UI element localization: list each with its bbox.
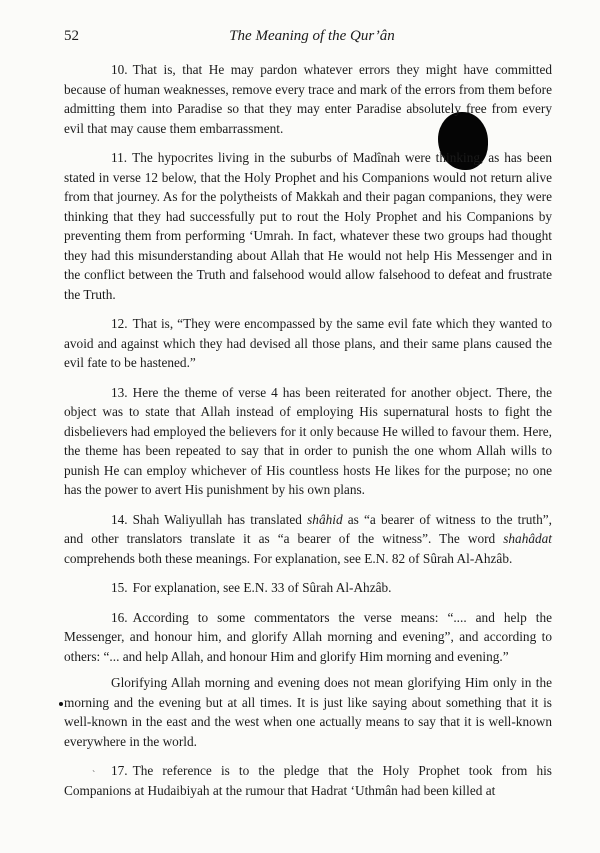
note-number: 11. <box>111 150 128 165</box>
page-header <box>64 28 560 48</box>
note-number: 16. <box>111 609 128 625</box>
note-16-continuation <box>64 673 552 751</box>
note-number: 14. <box>111 511 128 527</box>
note-text: The hypocrites living in the suburbs of Madînah were thinking, as has been stated in verse 12 below, that the Holy Prophet and his Companions would not return alive from that journey. As for the polytheists of Makkah and their pagan companions, they were thinking that they had successfully put to rout the Holy Prophet and his Companions by preventing them from performing ‘Umrah. In fact, whatever these two groups had thought they had this misunderstanding about Allah that He would not help His Messenger and in the conflict between the Truth and falsehood would allow falsehood to defeat and frustrate the Truth. <box>64 150 552 302</box>
note-number: 10. <box>111 62 128 77</box>
note-11 <box>64 148 552 304</box>
page-number: 52 <box>64 28 79 44</box>
note-text: Glorifying Allah morning and evening does not mean glorifying Him only in the morning and the evening but at all times. It is just like saying about something that it is well-known in the east and the west when one actually means to say that it is well-known everywhere in the world. <box>64 675 552 749</box>
notes-body <box>64 60 552 810</box>
note-14 <box>64 510 552 569</box>
term-shahadat: shahâdat <box>503 531 552 546</box>
note-text-post: comprehends both these meanings. For explanation, see E.N. 82 of Sûrah Al-Ahzâb. <box>64 550 513 566</box>
note-text: The reference is to the pledge that the Holy Prophet took from his Companions at Hudaibiyah at the rumour that Hadrat ‘Uthmân had been killed at <box>64 763 552 798</box>
running-title: The Meaning of the Qur’ân <box>229 28 395 44</box>
note-number: 17. <box>111 763 128 778</box>
note-number: 12. <box>111 316 128 331</box>
note-10 <box>64 60 552 138</box>
note-17 <box>64 761 552 800</box>
note-text: According to some commentators the verse means: “.... and help the Messenger, and honour him, and glorify Allah morning and evening”, and according to others: “... and help Allah, and honour Him and glorify Him morning and evening.” <box>64 609 552 664</box>
note-text: Here the theme of verse 4 has been reiterated for another object. There, the object was to state that Allah instead of employing His supernatural hosts to fight the disbelievers had employed the believers for it only because He willed to favour them. Here, the theme has been repeated to say that in order to punish the one whom Allah wills to punish He can employ whichever of His countless hosts He likes for the purpose; no one has the power to avert His punishment by his own plans. <box>64 384 552 497</box>
stray-tick-mark: ` <box>92 770 96 781</box>
term-shahid: shâhid <box>307 511 343 527</box>
note-text-mid: as “a bearer of witness to the truth”, and other translators translate it as “a bearer of the witness”. The word <box>64 511 553 546</box>
note-text: For explanation, see E.N. 33 of Sûrah Al-Ahzâb. <box>132 580 392 595</box>
note-text: That is, that He may pardon whatever errors they might have committed because of human weaknesses, remove every trace and mark of the errors from them before admitting them into Paradise so that they may enter Paradise absolutely free from every evil that may cause them embarrassment. <box>64 62 552 136</box>
note-12 <box>64 314 552 373</box>
note-text: That is, “They were encompassed by the same evil fate which they wanted to avoid and against which they had devised all those plans, and their same plans caused the evil fate to be hastened.” <box>64 316 552 370</box>
note-number: 15. <box>111 580 128 595</box>
stray-dot-mark <box>59 702 63 706</box>
note-16 <box>64 608 552 667</box>
note-13 <box>64 383 552 500</box>
note-number: 13. <box>111 384 128 400</box>
note-15 <box>64 578 552 598</box>
note-text-pre: Shah Waliyullah has translated <box>132 511 308 527</box>
